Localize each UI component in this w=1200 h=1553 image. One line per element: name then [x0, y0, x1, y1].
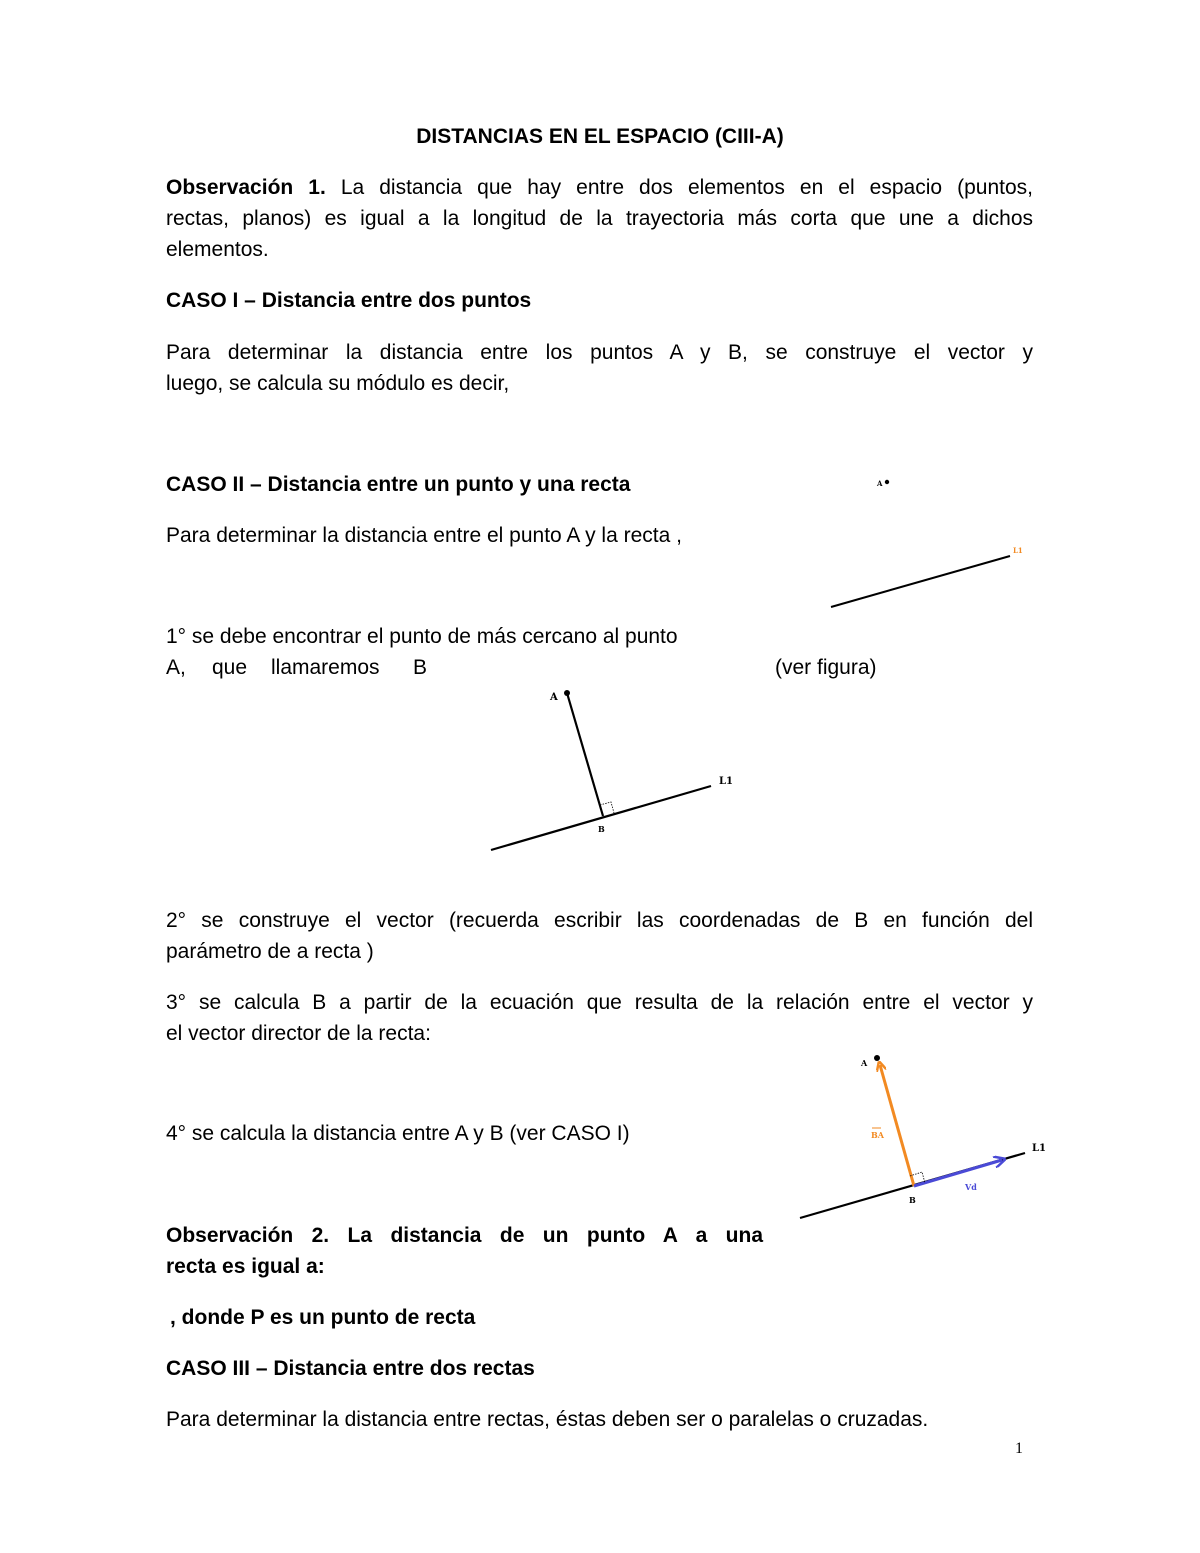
fig2-line-l1: [491, 786, 711, 850]
fig3-vector-vd: [914, 1160, 1002, 1186]
fig3-label-l1: L1: [1032, 1143, 1046, 1154]
fig2-label-l1: L1: [719, 776, 733, 787]
obs1-line1-text: La distancia que hay entre dos elementos en el espacio (puntos,: [325, 176, 1033, 199]
fig3-point-a: [874, 1055, 880, 1061]
obs1-line2: rectas, planos) es igual a la longitud de la trayectoria más corta que une a dichos: [166, 207, 1033, 230]
caso2-intro: Para determinar la distancia entre el punto A y la recta ,: [166, 524, 682, 547]
fig1-label-l1: L1: [1013, 546, 1023, 555]
fig3-label-ba: BA: [871, 1130, 884, 1140]
caso2-step3-line1: 3° se calcula B a partir de la ecuación que resulta de la relación entre el vector y: [166, 991, 1033, 1014]
figure-2: [491, 690, 733, 850]
figure-1: [831, 479, 1023, 607]
fig1-point-a: [885, 480, 889, 484]
figure-3: [800, 1055, 1046, 1218]
caso2-step1-a: A,: [166, 656, 186, 679]
caso2-step1-line1: 1° se debe encontrar el punto de más cercano al punto: [166, 625, 678, 648]
obs1-label: Observación 1.: [166, 176, 326, 199]
caso2-step1-ver-figura: (ver figura): [775, 656, 877, 679]
fig2-label-a: A: [550, 692, 558, 703]
fig1-line: [831, 556, 1010, 607]
fig2-label-b: B: [598, 824, 605, 834]
page-number: 1: [1015, 1440, 1023, 1457]
fig3-vector-ba: [880, 1065, 914, 1186]
caso2-step4: 4° se calcula la distancia entre A y B (ver CASO I): [166, 1122, 630, 1145]
fig1-label-a: A: [877, 479, 883, 488]
caso2-step2-line1: 2° se construye el vector (recuerda escribir las coordenadas de B en función del: [166, 909, 1033, 932]
fig2-point-a: [564, 690, 570, 696]
fig3-label-a: A: [861, 1058, 868, 1068]
caso1-line2: luego, se calcula su módulo es decir,: [166, 372, 510, 395]
caso1-heading: CASO I – Distancia entre dos puntos: [166, 289, 532, 312]
fig2-perpendicular: [567, 693, 603, 816]
caso2-step1-que: que: [212, 656, 248, 679]
caso2-heading: CASO II – Distancia entre un punto y una recta: [166, 473, 631, 496]
caso3-line1: Para determinar la distancia entre rectas, éstas deben ser o paralelas o cruzadas.: [166, 1408, 929, 1431]
caso2-step2-line2: parámetro de a recta ): [166, 940, 374, 963]
caso2-step1-llamaremos: llamaremos: [271, 656, 380, 679]
obs2-line1: Observación 2. La distancia de un punto A a una: [166, 1224, 763, 1247]
obs1-line3: elementos.: [166, 238, 269, 261]
caso3-heading: CASO III – Distancia entre dos rectas: [166, 1357, 535, 1380]
caso1-line1: Para determinar la distancia entre los puntos A y B, se construye el vector y: [166, 341, 1033, 364]
fig3-label-b: B: [909, 1195, 916, 1205]
page-title: DISTANCIAS EN EL ESPACIO (CIII-A): [416, 125, 784, 148]
caso2-step1-b: B: [413, 656, 428, 679]
obs2-line3: , donde P es un punto de recta: [170, 1306, 476, 1329]
caso2-step3-line2: el vector director de la recta:: [166, 1022, 431, 1045]
fig3-label-vd: Vd: [965, 1182, 977, 1192]
obs2-line2: recta es igual a:: [166, 1255, 325, 1278]
